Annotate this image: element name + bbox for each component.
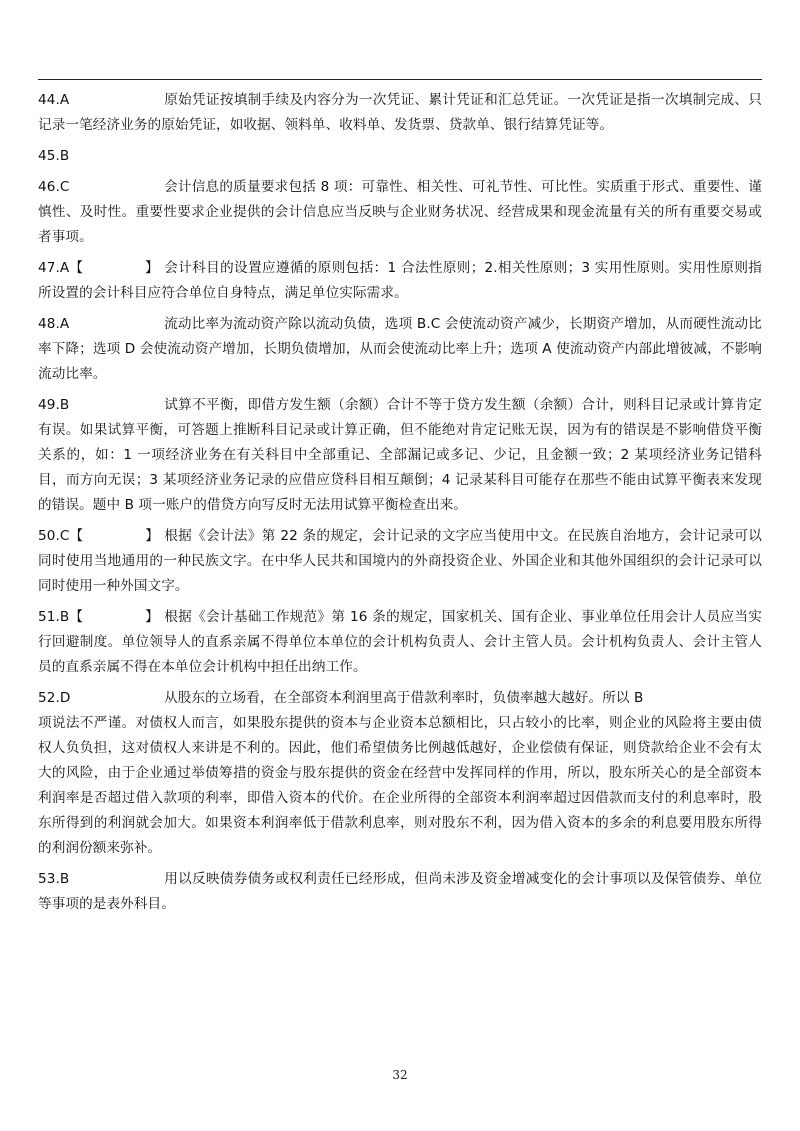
answer-explanation: 试算不平衡，即借方发生额（余额）合计不等于贷方发生额（余额）合计，则科目记录或计算肯定有误。如果试算平衡，可答题上推断科目记录或计算正确，但不能绝对肯定记账无误，因为有的错误是不影响借贷平衡关系的，如：1 一项经济业务在有关科目中全部重记、全部漏记或多记、少记，且金额一致；2 某项经济业务记错科目，而方向无误；3 某项经济业务记录的应借应贷科目相互颠倒；4 记录某科目可能存在那些不能由试算平衡表来发现的错误。题中 B 项一账户的借贷方向写反时无法用试算平衡检查出来。: [38, 397, 762, 513]
document-page: [38, 0, 762, 1131]
answer-explanation: 从股东的立场看，在全部资本利润里高于借款利率时，负债率越大越好。所以 B: [164, 690, 644, 706]
answer-explanation: 流动比率为流动资产除以流动负债，选项 B.C 会使流动资产减少，长期资产增加，从而硬性流动比率下降；选项 D 会使流动资产增加，长期负债增加，从而会使流动比率上升；选项 A 使流动资产内部此增彼减，不影响流动比率。: [38, 316, 762, 382]
page-number: 32: [392, 1068, 408, 1082]
answer-entry: [38, 605, 762, 680]
answer-entry: [38, 256, 762, 306]
answer-explanation: 原始凭证按填制手续及内容分为一次凭证、累计凭证和汇总凭证。一次凭证是指一次填制完成、只记录一笔经济业务的原始凭证，如收据、领料单、收料单、发货票、贷款单、银行结算凭证等。: [38, 92, 762, 133]
bracket-open: 【: [69, 609, 84, 625]
bracket-open: 【: [69, 528, 84, 544]
answer-entry: [38, 175, 762, 250]
answer-entry: [38, 686, 762, 711]
answer-number: 44.A: [38, 92, 70, 108]
answer-entry: [38, 312, 762, 387]
answer-number: 52.D: [38, 690, 71, 706]
answer-number: 46.C: [38, 179, 70, 195]
answer-entry: [38, 144, 762, 169]
answer-entry: [38, 867, 762, 917]
answer-entry: [38, 393, 762, 518]
answer-number: 51.B【 】: [38, 605, 164, 630]
bracket-close: 】: [145, 528, 159, 544]
bracket-close: 】: [145, 260, 159, 276]
answer-explanation-continued: 项说法不严谨。对债权人而言，如果股东提供的资本与企业资本总额相比，只占较小的比率，则企业的风险将主要由债权人负负担，这对债权人来讲是不利的。因此，他们希望债务比例越低越好，企业偿债有保证，则贷款给企业不会有太大的风险，由于企业通过举债筹措的资金与股东提供的资金在经营中发挥同样的作用，所以，股东所关心的是全部资本利润率是否超过借入款项的利率，即借入资本的代价。在企业所得的全部资本利润率超过因借款而支付的利息率时，股东所得到的利润就会加大。如果资本利润率低于借款利息率，则对股东不利，因为借入资本的多余的利息要用股东所得的利润份额来弥补。: [38, 715, 762, 856]
bracket-open: 【: [69, 260, 84, 276]
answer-explanation: 会计科目的设置应遵循的原则包括：1 合法性原则；2.相关性原则；3 实用性原则。实用性原则指所设置的会计科目应符合单位自身特点，满足单位实际需求。: [38, 260, 762, 301]
answer-number: 53.B: [38, 871, 70, 887]
answer-entry: [38, 88, 762, 138]
header-rule: [38, 79, 762, 80]
answer-entry: [38, 524, 762, 599]
answer-number: 48.A: [38, 316, 70, 332]
answer-number: 49.B: [38, 397, 70, 413]
answer-number: 50.C【 】: [38, 524, 164, 549]
answer-explanation: 根据《会计基础工作规范》第 16 条的规定，国家机关、国有企业、事业单位任用会计人员应当实行回避制度。单位领导人的直系亲属不得单位本单位的会计机构负责人、会计主管人员。会计机构负责人、会计主管人员的直系亲属不得在本单位会计机构中担任出纳工作。: [38, 609, 762, 675]
answer-explanation: 根据《会计法》第 22 条的规定，会计记录的文字应当使用中文。在民族自治地方，会计记录可以同时使用当地通用的一种民族文字。在中华人民共和国境内的外商投资企业、外国企业和其他外国组织的会计记录可以同时使用一种外国文字。: [38, 528, 762, 594]
bracket-close: 】: [145, 609, 159, 625]
answer-explanation: 会计信息的质量要求包括 8 项：可靠性、相关性、可礼节性、可比性。实质重于形式、重要性、谨慎性、及时性。重要性要求企业提供的会计信息应当反映与企业财务状况、经营成果和现金流量有关的所有重要交易或者事项。: [38, 179, 762, 245]
answer-number: 47.A【 】: [38, 256, 164, 281]
answer-list: [38, 88, 762, 923]
answer-explanation: 用以反映债券债务或权利责任已经形成，但尚未涉及资金增减变化的会计事项以及保管债券、单位等事项的是表外科目。: [38, 871, 762, 912]
answer-number: 45.B: [38, 148, 70, 164]
